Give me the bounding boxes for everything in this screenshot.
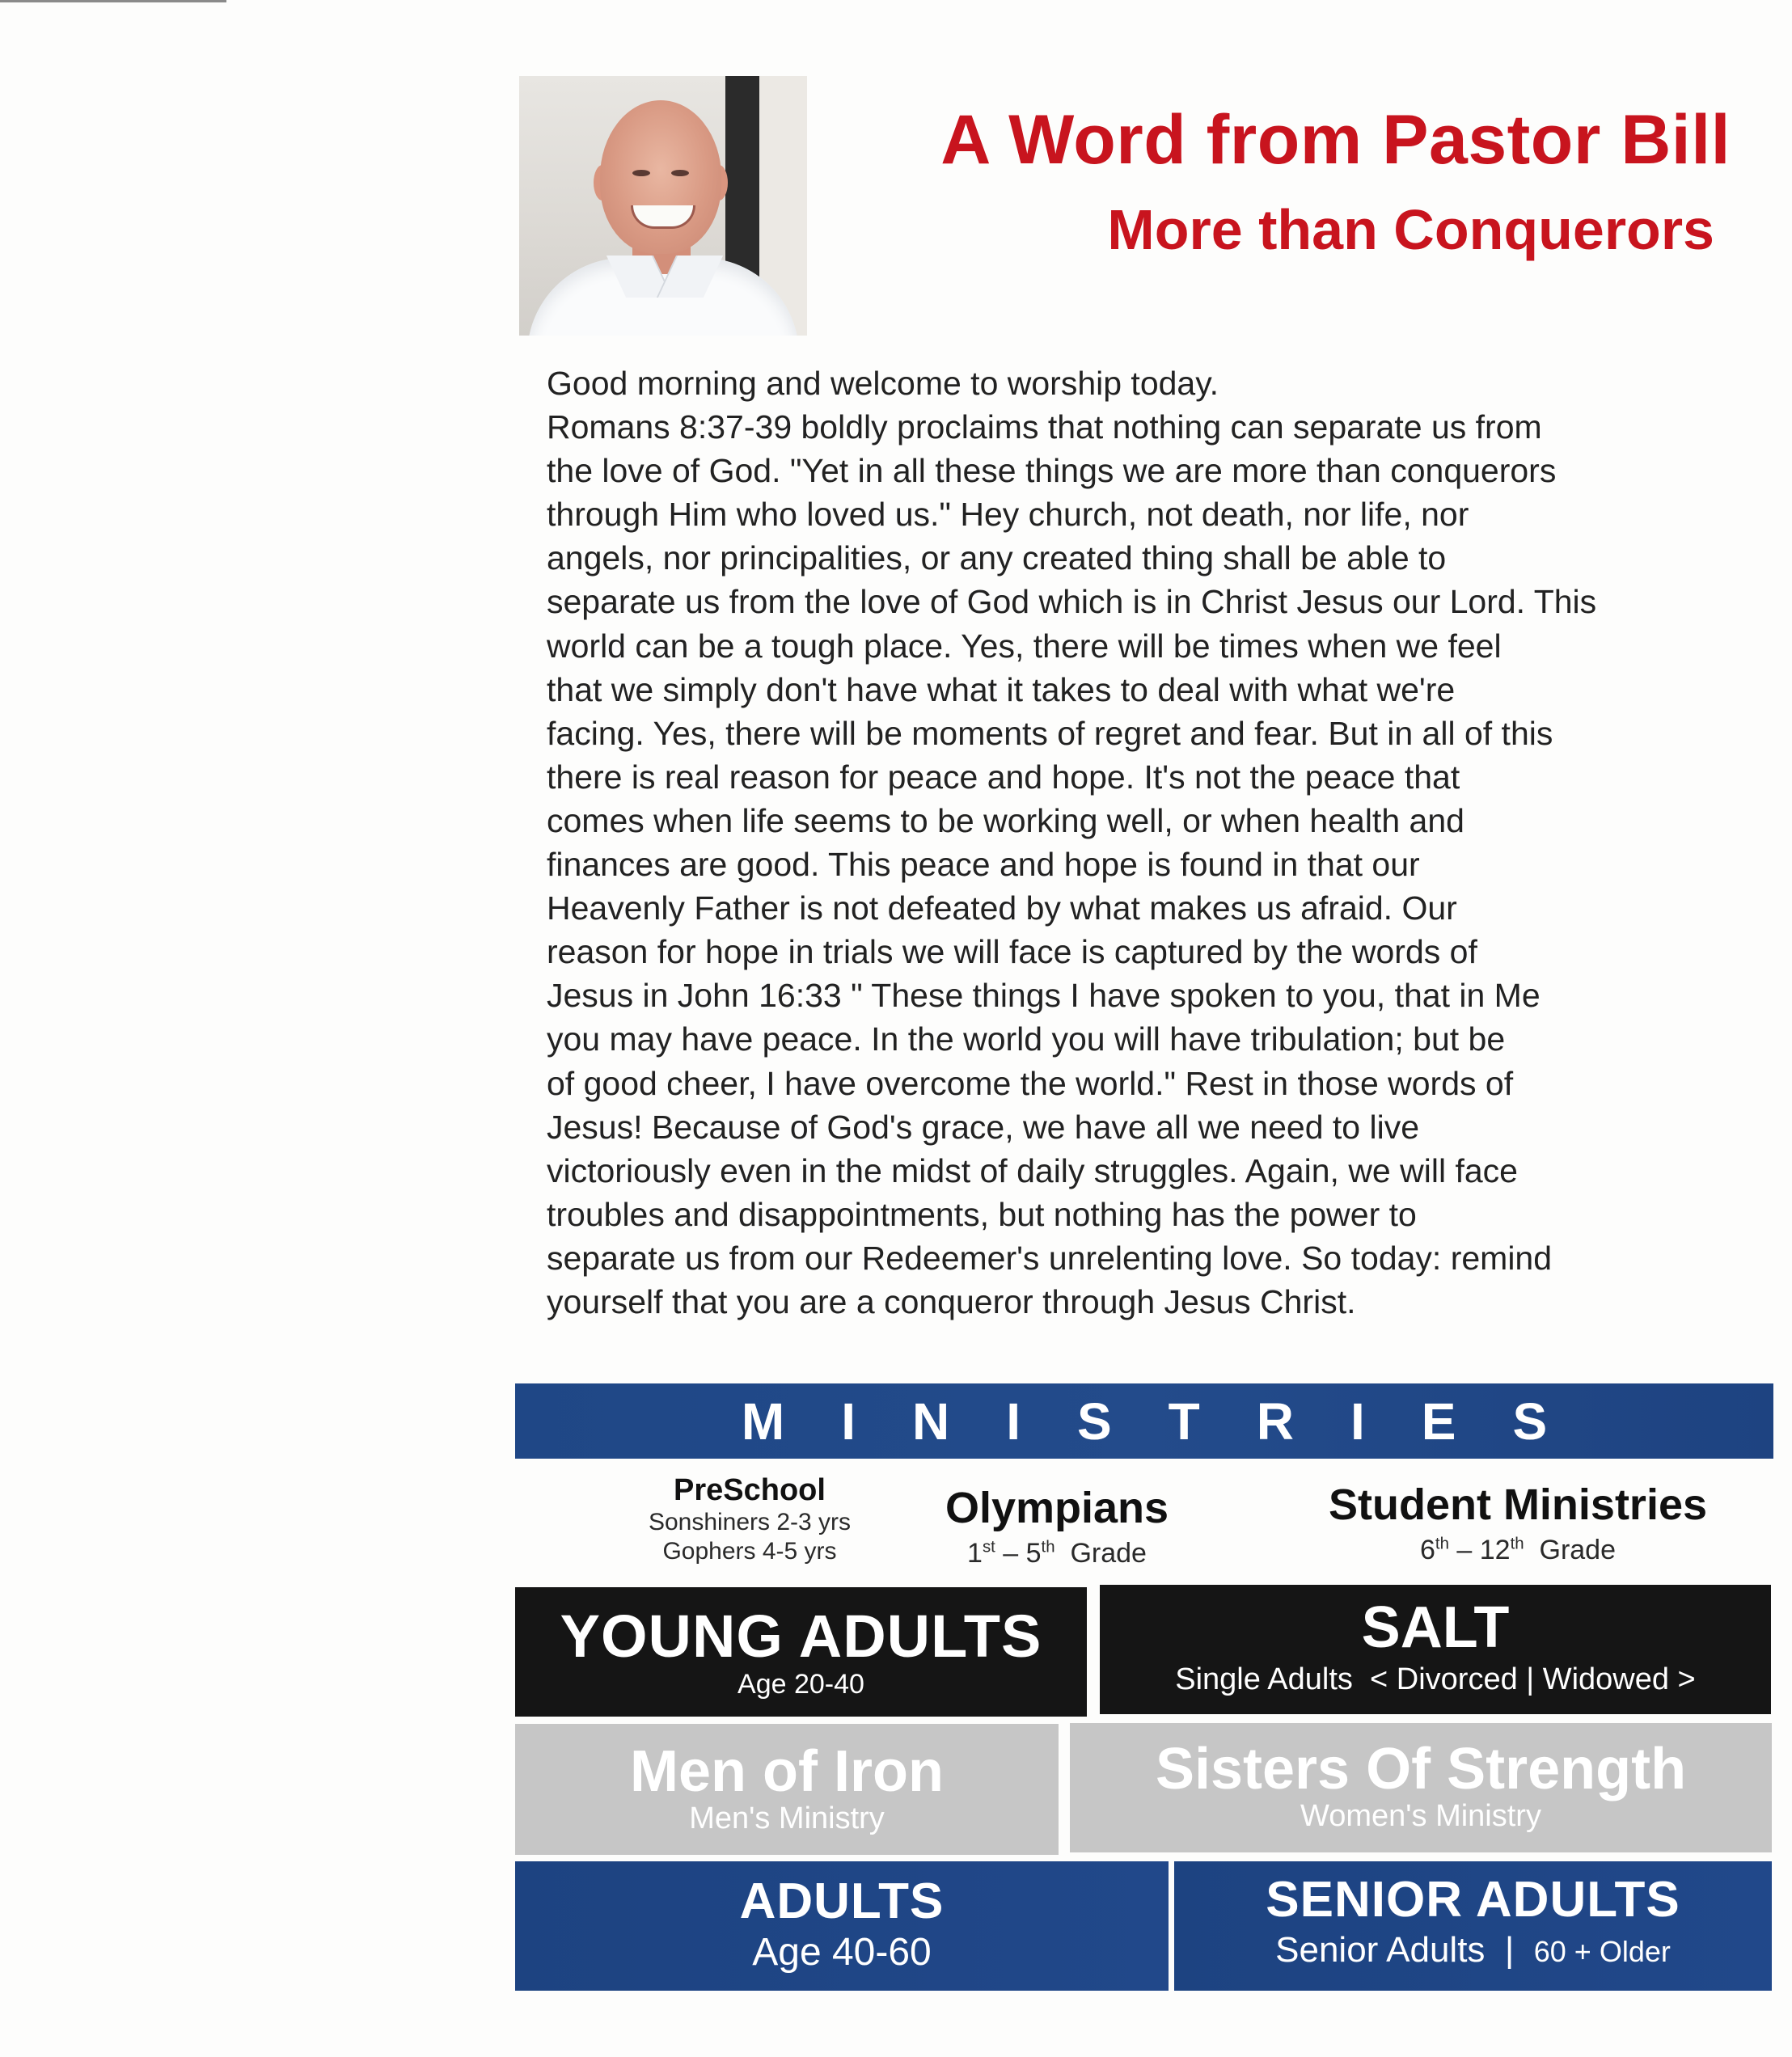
olympians-ministry: [923, 1483, 1190, 1569]
sisters-of-strength-ministry: [1070, 1723, 1772, 1852]
preschool-line-1: Sonshiners 2-3 yrs: [648, 1509, 852, 1535]
message-line: Good morning and welcome to worship today.: [547, 365, 1219, 402]
message-line: victoriously even in the midst of daily struggles. Again, we will face: [547, 1151, 1518, 1189]
pastor-message: [547, 361, 1760, 1324]
message-line: Romans 8:37-39 boldly proclaims that nothing can separate us from: [547, 408, 1542, 446]
message-line: troubles and disappointments, but nothing has the power to: [547, 1195, 1417, 1233]
senior-adults-label: Senior Adults |: [1275, 1930, 1534, 1970]
student-grades: [1291, 1535, 1744, 1566]
message-line: there is real reason for peace and hope. It's not the peace that: [547, 758, 1460, 796]
salt-description: Single Adults < Divorced | Widowed >: [1175, 1662, 1696, 1696]
adults-ministry: [515, 1861, 1169, 1991]
message-line: facing. Yes, there will be moments of regret and fear. But in all of this: [547, 714, 1553, 752]
message-line: finances are good. This peace and hope is found in that our: [547, 846, 1420, 884]
message-line: Jesus in John 16:33 " These things I have spoken to you, that in Me: [547, 977, 1541, 1015]
grade-label: Grade: [1539, 1535, 1616, 1565]
message-line: Heavenly Father is not defeated by what makes us afraid. Our: [547, 889, 1457, 927]
message-line: world can be a tough place. Yes, there will be times when we feel: [547, 627, 1502, 665]
men-of-iron-description: Men's Ministry: [689, 1801, 885, 1835]
grade-from: 6: [1420, 1535, 1435, 1565]
message-line: reason for hope in trials we will face is captured by the words of: [547, 933, 1477, 971]
preschool-name: PreSchool: [674, 1473, 826, 1507]
message-line: that we simply don't have what it takes to deal with what we're: [547, 670, 1456, 708]
senior-adults-age: 60 + Older: [1533, 1935, 1671, 1968]
preschool-ministry: [547, 1473, 952, 1566]
adults-name: ADULTS: [739, 1873, 945, 1929]
message-line: of good cheer, I have overcome the world." Rest in those words of: [547, 1064, 1514, 1102]
grade-dash: –: [1448, 1535, 1480, 1565]
senior-adults-ministry: [1174, 1861, 1772, 1991]
grade-label: Grade: [1070, 1538, 1147, 1569]
grade-to: 5: [1025, 1538, 1042, 1569]
sisters-of-strength-description: Women's Ministry: [1300, 1799, 1541, 1833]
student-name: Student Ministries: [1328, 1480, 1708, 1529]
senior-adults-description: [1174, 1930, 1772, 1970]
ministries-children-row: [515, 1462, 1773, 1583]
young-adults-age: Age 20-40: [738, 1669, 864, 1700]
message-line: the love of God. "Yet in all these things we are more than conquerors: [547, 452, 1557, 490]
sisters-of-strength-name: Sisters Of Strength: [1155, 1737, 1687, 1801]
grade-to-suffix: th: [1510, 1535, 1524, 1553]
young-adults-ministry: [515, 1587, 1087, 1717]
photo-head: [600, 100, 721, 254]
olympians-grades: [923, 1538, 1190, 1569]
salt-ministry: [1100, 1585, 1771, 1714]
student-ministry: [1291, 1480, 1744, 1566]
message-line: Jesus! Because of God's grace, we have all we need to live: [547, 1108, 1419, 1146]
grade-to: 12: [1479, 1535, 1511, 1565]
message-line: separate us from the love of God which is in Christ Jesus our Lord. This: [547, 583, 1597, 621]
message-line: yourself that you are a conqueror through Jesus Christ.: [547, 1282, 1356, 1320]
senior-adults-name: SENIOR ADULTS: [1266, 1872, 1680, 1928]
photo-eye-right: [671, 170, 689, 176]
grade-from: 1: [967, 1538, 983, 1569]
men-of-iron-ministry: [515, 1724, 1059, 1855]
page-subtitle: More than Conquerors: [1107, 198, 1714, 261]
message-line: through Him who loved us." Hey church, not death, nor life, nor: [547, 496, 1469, 534]
preschool-line-2: Gophers 4-5 yrs: [662, 1538, 837, 1565]
salt-name: SALT: [1361, 1595, 1510, 1660]
grade-from-suffix: th: [1435, 1535, 1449, 1553]
pastor-photo: [519, 76, 807, 336]
adults-age: Age 40-60: [752, 1931, 932, 1974]
message-line: angels, nor principalities, or any created thing shall be able to: [547, 539, 1447, 577]
olympians-name: Olympians: [945, 1484, 1169, 1532]
message-line: separate us from our Redeemer's unrelenting love. So today: remind: [547, 1239, 1553, 1277]
photo-eye-left: [632, 170, 650, 176]
grade-dash: –: [995, 1538, 1026, 1569]
young-adults-name: YOUNG ADULTS: [560, 1603, 1042, 1670]
message-line: comes when life seems to be working well, or when health and: [547, 801, 1464, 839]
ministries-header: [515, 1383, 1773, 1459]
grade-to-suffix: th: [1041, 1538, 1055, 1556]
page-title: A Word from Pastor Bill: [940, 101, 1731, 179]
scan-edge: [0, 0, 226, 2]
message-line: you may have peace. In the world you will have tribulation; but be: [547, 1020, 1506, 1058]
grade-from-suffix: st: [982, 1538, 995, 1556]
men-of-iron-name: Men of Iron: [630, 1739, 944, 1804]
ministries-heading: MINISTRIES: [741, 1392, 1604, 1451]
